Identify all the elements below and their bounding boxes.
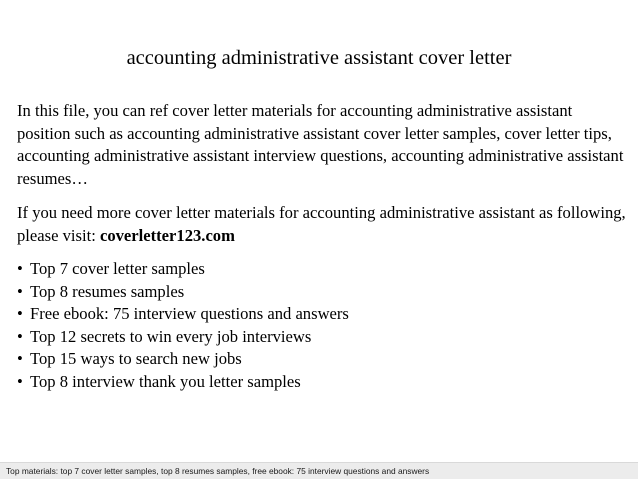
bullet-list xyxy=(17,258,627,393)
content-body xyxy=(17,100,627,393)
site-link[interactable]: coverletter123.com xyxy=(99,225,235,245)
footer-bar xyxy=(0,462,638,479)
footer-text: Top materials: top 7 cover letter samples, top 8 resumes samples, free ebook: 75 interview questions and answers xyxy=(6,466,430,476)
bullet-item-text: Top 8 interview thank you letter samples xyxy=(30,371,301,391)
bullet-item-text: Top 12 secrets to win every job interviews xyxy=(30,326,312,346)
bullet-item xyxy=(17,326,627,349)
bullet-item-text: Top 15 ways to search new jobs xyxy=(30,349,242,368)
bullet-icon: • xyxy=(17,304,23,323)
bullet-item xyxy=(17,371,627,394)
bullet-icon: • xyxy=(17,259,23,278)
bullet-item xyxy=(17,303,627,326)
bullet-icon: • xyxy=(17,281,23,301)
bullet-icon: • xyxy=(17,349,23,368)
intro-paragraph: In this file, you can ref cover letter materials for accounting administrative assistant position such as accounting administrative assistant cover letter samples, cover letter tips, accounting administrative assistant interview questions, accounting administrative assistant resumes… xyxy=(17,101,624,188)
bullet-item xyxy=(17,348,627,371)
bullet-item xyxy=(17,281,627,304)
bullet-icon: • xyxy=(17,371,23,391)
bullet-item-text: Top 7 cover letter samples xyxy=(30,259,205,278)
more-materials-paragraph xyxy=(17,202,627,247)
page-title: accounting administrative assistant cover letter xyxy=(126,47,512,69)
more-materials-text: If you need more cover letter materials for accounting administrative assistant as following, please visit: xyxy=(17,203,626,245)
bullet-item xyxy=(17,258,627,281)
bullet-icon: • xyxy=(17,326,23,346)
bullet-item-text: Free ebook: 75 interview questions and answers xyxy=(30,304,349,323)
bullet-item-text: Top 8 resumes samples xyxy=(30,281,185,301)
